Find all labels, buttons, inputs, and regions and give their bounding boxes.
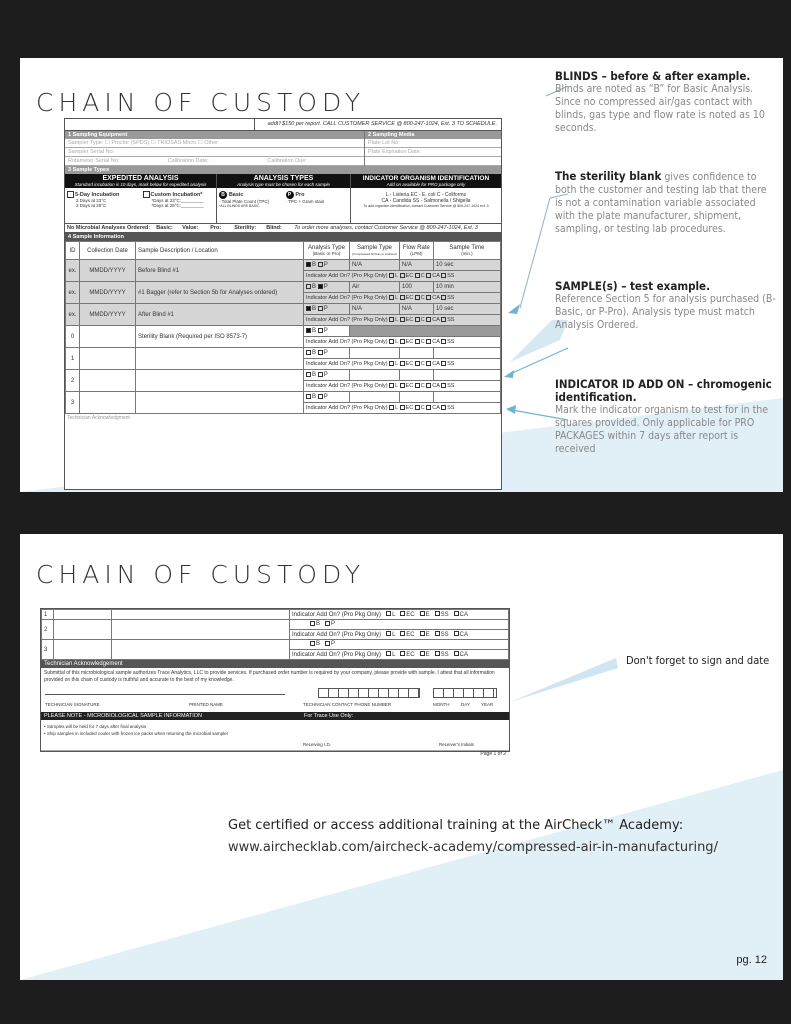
row-sample-type[interactable]: N/A	[350, 260, 400, 271]
rotameter-serial-field[interactable]: Rotameter Serial No:	[68, 158, 120, 164]
indicator-label: Indicator Add On? (Pro Pkg Only)	[306, 383, 388, 389]
opt-custom: Custom Incubation*	[150, 192, 203, 199]
indicator-code: C	[420, 361, 425, 367]
indicator-code: L	[392, 611, 396, 618]
indicator-code: SS	[447, 317, 455, 323]
row-flow-rate[interactable]: N/A	[399, 304, 433, 315]
p-label: P	[323, 328, 328, 335]
indicator-code: L	[395, 295, 399, 301]
reminder-text: Don't forget to sign and date	[626, 654, 770, 667]
p-label: P	[323, 306, 328, 313]
note-sterility-lead: The sterility blank	[555, 169, 662, 183]
row-sample-time[interactable]: 10 min	[433, 282, 500, 293]
b-label: B	[312, 284, 317, 291]
col-flow-sub: (LPM)	[410, 250, 423, 256]
sig-label: TECHNICIAN SIGNATURE	[45, 702, 100, 707]
indicator-code: SS	[440, 651, 449, 658]
indicator-code: CA	[432, 339, 440, 345]
section-sample-types: 3 Sample Types	[65, 166, 501, 174]
indicator-label: Indicator Add On? (Pro Pkg Only)	[292, 651, 382, 658]
basic-desc: · Total Plate Count (TPC)	[219, 199, 270, 204]
row-sample-time[interactable]: 10 sec	[433, 260, 500, 271]
academy-line: Get certified or access additional training at the AirCheck™ Academy:	[228, 818, 684, 833]
p-label: P	[323, 394, 328, 401]
ack-text: Submittal of this microbiological sample authorizes Trace Analytics, LLC to provide services. If purchased order number is required by your company, please provide with sample. I attest that all information provided on this chain of custody is truthful and accurate to the best of my knowledge.	[44, 670, 495, 683]
row-sample-type[interactable]: Air	[350, 282, 400, 293]
cut-label: Technician Acknowledgment	[67, 415, 130, 421]
sampler-type-field[interactable]: Sampler Type: ☐ Proctor (SPDS) ☐ TRIOSAS Micro ☐ Other:	[68, 140, 220, 146]
indicator-code: CA	[459, 651, 468, 658]
ack-title: Technician Acknowledgement	[41, 660, 509, 668]
row-id: 2	[66, 370, 80, 392]
calibration-due-field[interactable]: Calibration Due:	[267, 158, 307, 164]
indicator-code: SS	[447, 383, 455, 389]
row-1-id: 1	[42, 610, 54, 620]
col-stype-sub: (Compressed Air/Gas or Ambient)	[352, 251, 397, 256]
bullet-2: • Ship samples in included cooler with frozen ice packs when returning the microbial sampler	[44, 731, 229, 736]
note-indicator-body: Mark the indicator organism to test for in the squares provided. Only applicable for PRO PACKAGES within 7 days after report is received	[555, 404, 769, 455]
ordered-sterility[interactable]: Sterility:	[234, 225, 257, 231]
row-date[interactable]: MMDD/YYYY	[80, 282, 136, 304]
page-title: CHAIN OF CUSTODY	[36, 88, 366, 117]
bullet-1: • Samples will be held for 7 days after final analysis	[44, 724, 147, 729]
indicator-code: E	[425, 651, 430, 658]
indicator-code: L	[392, 631, 396, 638]
indicator-code: C	[420, 317, 425, 323]
reminder-pointer	[20, 534, 783, 980]
phone-label: TECHNICIAN CONTACT PHONE NUMBER	[303, 702, 392, 707]
ordered-label: No Microbial Analyses Ordered:	[67, 225, 151, 231]
note-sterility-body: gives confidence to both the customer and testing lab that there is not a contamination variable associated with the plate manufacturer, shipment, sampling, or testing lab procedures.	[555, 171, 767, 235]
indicator-code: E	[425, 611, 430, 618]
row-id: ex.	[66, 304, 80, 326]
note-blinds	[555, 70, 777, 135]
please-note: PLEASE NOTE - MICROBIOLOGICAL SAMPLE INFORMATION	[44, 713, 202, 719]
indicator-code: CA	[432, 361, 440, 367]
col-type: Analysis Type	[308, 244, 345, 251]
page-of: Page 1 of 2	[41, 750, 509, 757]
indicator-code: L	[392, 651, 396, 658]
indicator-code: L	[395, 273, 399, 279]
indicator-label: Indicator Add On? (Pro Pkg Only)	[306, 405, 388, 411]
indicator-label: Indicator Add On? (Pro Pkg Only)	[306, 317, 388, 323]
indicator-code: C	[420, 405, 425, 411]
note-sample-heading: SAMPLE(s) – test example.	[555, 279, 711, 293]
opt-5day-a: 3 Days at 23°C	[76, 198, 107, 204]
b-label: B	[312, 262, 317, 269]
b-label: B	[312, 306, 317, 313]
ordered-basic[interactable]: Basic:	[156, 225, 173, 231]
indicator-code: EC	[405, 361, 414, 367]
row-sample-type[interactable]: N/A	[350, 304, 400, 315]
p-label: P	[323, 350, 328, 357]
pro-badge: P	[286, 191, 294, 199]
basic-label: Basic	[228, 192, 244, 198]
row-desc[interactable]: Before Blind #1	[136, 260, 304, 282]
row-2-b-label: B	[316, 621, 321, 628]
row-sample-time[interactable]: 10 sec	[433, 304, 500, 315]
indicator-code: EC	[405, 383, 414, 389]
indicator-code: CA	[432, 317, 440, 323]
col-id: ID	[66, 242, 80, 260]
p-label: P	[323, 372, 328, 379]
indicator-code: CA	[459, 611, 468, 618]
indicator-code: L	[395, 361, 399, 367]
analysis-title: ANALYSIS TYPES	[253, 175, 314, 182]
indicator-code: C	[420, 383, 425, 389]
indicator-code: C	[420, 339, 425, 345]
b-label: B	[312, 394, 317, 401]
col-date: Collection Date	[80, 242, 136, 260]
sampler-serial-field[interactable]: Sampler Serial No:	[68, 149, 115, 155]
row-id: 0	[66, 326, 80, 348]
indicator-code: E	[425, 631, 430, 638]
row-id: 3	[66, 392, 80, 414]
analysis-sub: Analysis type must be chosen for each sample	[237, 182, 330, 187]
trace-use: For Trace Use Only:	[304, 713, 354, 719]
indicator-line1: L - Listeria EC - E. coli C - Coliforms	[385, 192, 467, 198]
p-label: P	[323, 284, 328, 291]
section-sample-info: 4 Sample Information	[65, 233, 501, 241]
indicator-code: L	[395, 339, 399, 345]
opt-custom-a: *Days at 23°C:_________	[151, 198, 204, 204]
indicator-code: SS	[440, 611, 449, 618]
row-id: ex.	[66, 260, 80, 282]
month-label: MONTH	[433, 702, 450, 707]
indicator-label: Indicator Add On? (Pro Pkg Only)	[292, 631, 382, 638]
indicator-code: EC	[406, 611, 415, 618]
row-2-id: 2	[42, 620, 54, 640]
row-3-b-label: B	[316, 641, 321, 648]
note-blinds-heading: BLINDS – before & after example.	[555, 69, 751, 83]
basic-desc2: *ALL BLINDS ARE BASIC	[219, 204, 260, 208]
indicator-code: SS	[447, 273, 455, 279]
indicator-code: SS	[447, 405, 455, 411]
page-number: pg. 12	[736, 954, 767, 966]
row-date[interactable]: MMDD/YYYY	[80, 260, 136, 282]
indicator-code: CA	[432, 405, 440, 411]
row-desc[interactable]: #1 Bagger (refer to Section 5b for Analyses ordered)	[136, 282, 304, 304]
col-desc: Sample Description / Location	[136, 242, 304, 260]
page-panel-top	[20, 58, 783, 492]
section-sampling-media: 2 Sampling Media	[365, 131, 501, 139]
section-sampling-equipment: 1 Sampling Equipment	[65, 131, 364, 139]
row-flow-rate[interactable]: N/A	[399, 260, 433, 271]
indicator-code: SS	[447, 339, 455, 345]
calibration-date-field[interactable]: Calibration Date:	[167, 158, 209, 164]
indicator-code: CA	[459, 631, 468, 638]
year-label: YEAR	[481, 702, 494, 707]
indicator-sub: Add on available for PRO package only	[386, 182, 466, 187]
academy-url[interactable]: www.airchecklab.com/aircheck-academy/compressed-air-in-manufacturing/	[228, 840, 718, 855]
indicator-label: Indicator Add On? (Pro Pkg Only)	[306, 361, 388, 367]
indicator-code: EC	[405, 295, 414, 301]
indicator-code: EC	[405, 339, 414, 345]
indicator-code: EC	[406, 631, 415, 638]
indicator-code: EC	[405, 405, 414, 411]
note-sample-body: Reference Section 5 for analysis purchased (B-Basic, or P-Pro). Analysis type must match Analysis Ordered.	[555, 293, 776, 331]
expedited-title: EXPEDITED ANALYSIS	[102, 175, 179, 182]
indicator-code: EC	[405, 317, 414, 323]
receiver-initials[interactable]: Receiver's Initials	[439, 742, 474, 747]
note-sterility	[555, 170, 777, 236]
b-label: B	[312, 328, 317, 335]
b-label: B	[312, 372, 317, 379]
indicator-code: SS	[447, 295, 455, 301]
pro-label: Pro	[295, 192, 305, 198]
col-time-sub: (min.)	[461, 250, 473, 256]
ordered-blind[interactable]: Blind:	[266, 225, 282, 231]
b-label: B	[312, 350, 317, 357]
indicator-label: Indicator Add On? (Pro Pkg Only)	[306, 295, 388, 301]
indicator-line3: To add organism identification, contact Customer Service @ 800-247-1024 ext. 3	[363, 204, 489, 208]
name-label: PRINTED NAME	[189, 702, 224, 707]
ordered-note: To order more analyses, contact Customer Service @ 800-247-1024, Ext. 3	[294, 225, 478, 231]
expedited-sub: Standard incubation is 10 days, mark below for expedited analysis	[74, 182, 207, 187]
indicator-code: EC	[406, 651, 415, 658]
basic-badge: B	[219, 191, 227, 199]
opt-5day: 5-Day Incubation	[75, 192, 120, 199]
indicator-title: INDICATOR ORGANISM IDENTIFICATION	[362, 175, 490, 182]
page-title-2: CHAIN OF CUSTODY	[36, 560, 366, 589]
indicator-line2: CA - Candida SS - Salmonella / Shigella	[381, 198, 471, 204]
p-label: P	[323, 262, 328, 269]
indicator-code: L	[395, 405, 399, 411]
ordered-value[interactable]: Value:	[182, 225, 199, 231]
row-flow-rate[interactable]: 100	[399, 282, 433, 293]
col-flow: Flow Rate	[402, 244, 430, 251]
col-stype: Sample Type	[356, 244, 392, 251]
pro-desc: · TPC + Gram stain	[285, 199, 325, 204]
indicator-label: Indicator Add On? (Pro Pkg Only)	[306, 273, 388, 279]
row-3-id: 3	[42, 640, 54, 660]
receiving-id[interactable]: Receiving I.D.	[303, 742, 332, 747]
indicator-code: CA	[432, 273, 440, 279]
day-label: DAY	[461, 702, 470, 707]
col-type-sub: (Basic or Pro)	[312, 250, 341, 256]
plate-lot-field[interactable]: Plate Lot No:	[368, 140, 400, 146]
indicator-code: SS	[447, 361, 455, 367]
row-date[interactable]: MMDD/YYYY	[80, 304, 136, 326]
indicator-code: CA	[432, 295, 440, 301]
indicator-code: L	[395, 383, 399, 389]
note-sample	[555, 280, 777, 332]
top-note: addt'l $150 per report. CALL CUSTOMER SERVICE @ 800-247-1024, Ext. 3 TO SCHEDULE.	[267, 121, 497, 127]
indicator-code: C	[420, 273, 425, 279]
indicator-code: C	[420, 295, 425, 301]
indicator-label: Indicator Add On? (Pro Pkg Only)	[306, 339, 388, 345]
indicator-code: CA	[432, 383, 440, 389]
row-desc[interactable]: After Blind #1	[136, 304, 304, 326]
note-indicator	[555, 378, 777, 456]
indicator-code: L	[395, 317, 399, 323]
note-indicator-heading: INDICATOR ID ADD ON – chromogenic identification.	[555, 377, 772, 404]
page-panel-bottom	[20, 534, 783, 980]
ordered-pro[interactable]: Pro:	[210, 225, 222, 231]
row-3-p-label: P	[331, 641, 336, 648]
opt-5day-b: 2 Days at 25°C	[76, 203, 107, 209]
row-id: ex.	[66, 282, 80, 304]
indicator-label: Indicator Add On? (Pro Pkg Only)	[292, 611, 382, 618]
row-2-p-label: P	[331, 621, 336, 628]
indicator-code: EC	[405, 273, 414, 279]
plate-exp-field[interactable]: Plate Expiration Date:	[368, 149, 422, 155]
indicator-code: SS	[440, 631, 449, 638]
col-time: Sample Time	[449, 244, 485, 251]
row-desc[interactable]: Sterility Blank (Required per ISO 8573-7)	[136, 326, 304, 348]
opt-custom-b: *Days at 25°C:_________	[151, 203, 204, 209]
note-blinds-body: Blinds are noted as “B” for Basic Analysis. Since no compressed air/gas contact with blinds, gas type and flow rate is noted as 10 seconds.	[555, 83, 765, 134]
row-id: 1	[66, 348, 80, 370]
